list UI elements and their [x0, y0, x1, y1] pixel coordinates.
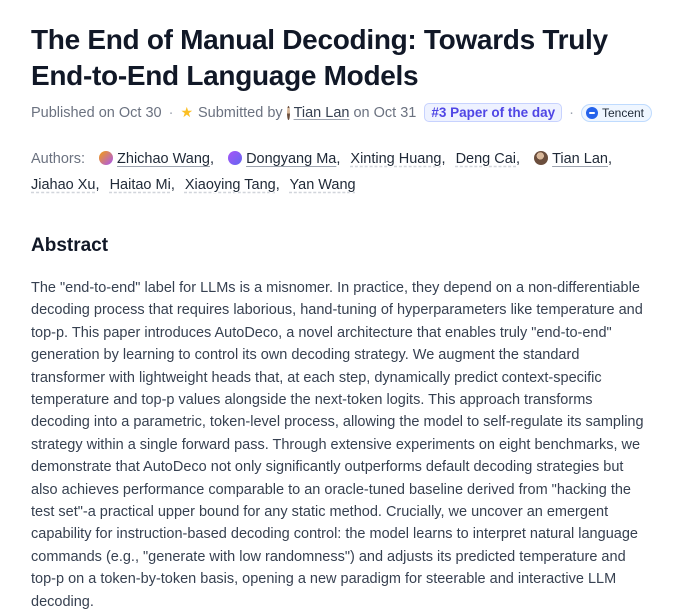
org-name: Tencent — [601, 105, 644, 120]
submitter-avatar[interactable] — [287, 106, 290, 120]
published-date: Published on Oct 30 — [31, 104, 162, 121]
paper-meta — [31, 103, 652, 122]
author-name[interactable]: Jiahao Xu — [31, 177, 96, 193]
org-badge[interactable] — [581, 104, 652, 122]
submitted-by-label: Submitted by — [198, 104, 283, 121]
authors-label: Authors: — [31, 151, 85, 167]
author-name[interactable]: Xiaoying Tang — [184, 177, 276, 193]
meta-separator: · — [569, 104, 574, 121]
author-item[interactable]: Tian Lan, — [530, 151, 612, 167]
author-name[interactable]: Tian Lan — [552, 151, 608, 167]
author-item[interactable]: Haitao Mi, — [109, 177, 175, 193]
author-name[interactable]: Zhichao Wang — [117, 151, 210, 167]
author-name[interactable]: Dongyang Ma — [246, 151, 337, 167]
author-item[interactable]: Zhichao Wang, — [95, 151, 214, 167]
abstract-text: The "end-to-end" label for LLMs is a misnomer. In practice, they depend on a non-differentiable decoding process that requires laborious, hand-tuning of hyperparameters like temperature and top-p. This paper introduces AutoDeco, a novel architecture that enables truly "end-to-end" generation by learning to control its own decoding strategy. We augment the standard transformer with lightweight heads that, at each step, dynamically predict context-specific temperature and top-p values alongside the next-token logits. This approach transforms decoding into a parametric, token-level process, allowing the model to self-regulate its sampling strategy within a single forward pass. Through extensive experiments on eight benchmarks, we demonstrate that AutoDeco not only significantly outperforms default decoding strategies but also achieves performance comparable to an oracle-tuned baseline derived from "hacking the test set"-a practical upper bound for any static method. Crucially, we uncover an emergent capability for instruction-based decoding control: the model learns to interpret natural language commands (e.g., "generate with low randomness") and adjusts its predicted temperature and top-p on a token-by-token basis, opening a new paradigm for steerable and interactive LLM decoding. — [31, 280, 644, 610]
author-name[interactable]: Yan Wang — [289, 177, 356, 193]
submitter-link[interactable]: Tian Lan — [293, 104, 350, 121]
paper-of-the-day-badge[interactable]: #3 Paper of the day — [424, 103, 562, 122]
author-item[interactable]: Xinting Huang, — [350, 151, 446, 167]
star-icon: ★ — [180, 104, 193, 120]
paper-title: The End of Manual Decoding: Towards Truly End-to-End Language Models — [31, 24, 608, 91]
author-item[interactable]: Dongyang Ma, — [224, 151, 340, 167]
author-item[interactable] — [290, 177, 356, 193]
author-avatar — [228, 151, 242, 165]
meta-separator: · — [168, 104, 174, 121]
author-avatar — [534, 151, 548, 165]
author-name[interactable]: Xinting Huang — [350, 151, 442, 167]
author-name[interactable]: Deng Cai — [455, 151, 517, 167]
author-avatar — [99, 151, 113, 165]
author-item[interactable]: Xiaoying Tang, — [184, 177, 280, 193]
author-item[interactable]: Jiahao Xu, — [31, 177, 100, 193]
abstract-heading: Abstract — [31, 235, 109, 256]
tencent-logo-icon — [586, 107, 598, 119]
submitted-on-date: on Oct 31 — [353, 104, 417, 121]
authors-list — [31, 146, 652, 198]
author-item[interactable]: Deng Cai, — [455, 151, 521, 167]
author-name[interactable]: Haitao Mi — [109, 177, 171, 193]
